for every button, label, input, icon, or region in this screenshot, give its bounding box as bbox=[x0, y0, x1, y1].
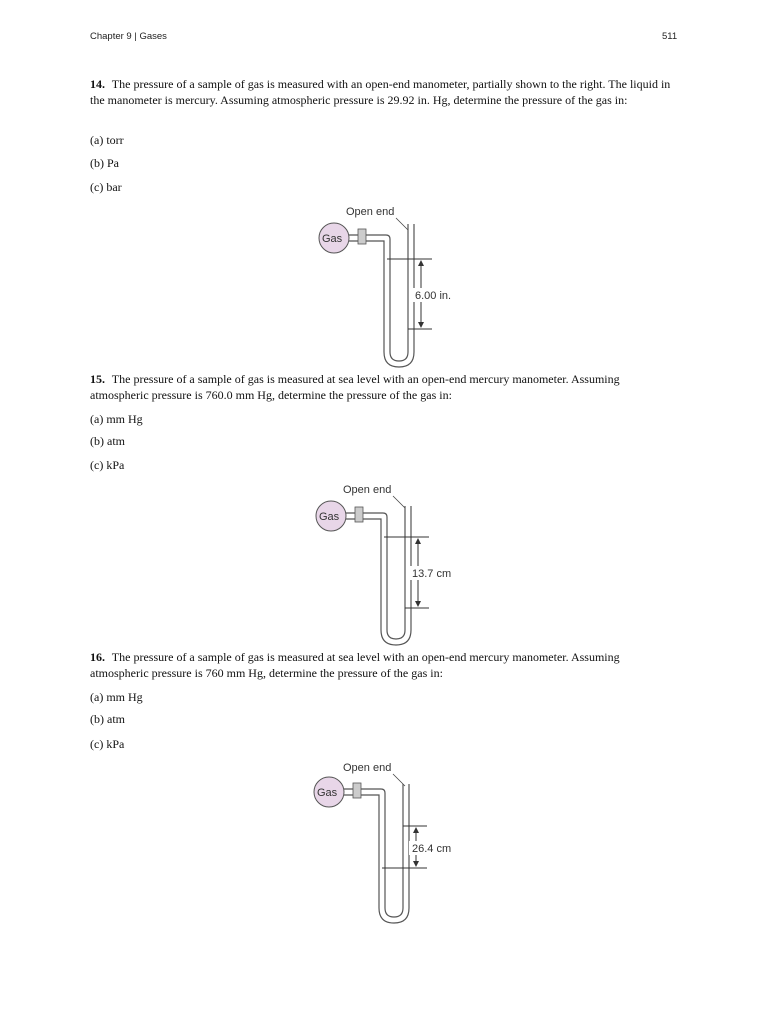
manometer-figure-15 bbox=[307, 478, 467, 648]
option-b: (b) Pa bbox=[90, 156, 119, 170]
stopcock-icon bbox=[358, 229, 366, 244]
manometer-figure-14 bbox=[310, 200, 470, 370]
option-c: (c) kPa bbox=[90, 737, 125, 751]
problem-number: 16. bbox=[90, 650, 105, 664]
chapter-header: Chapter 9 | Gases bbox=[90, 31, 167, 42]
manometer-figure-16 bbox=[305, 756, 465, 926]
gas-label: Gas bbox=[322, 233, 343, 245]
open-end-label: Open end bbox=[343, 762, 392, 774]
height-label: 6.00 in. bbox=[415, 290, 452, 302]
problem-15 bbox=[90, 371, 680, 403]
stopcock-icon bbox=[355, 507, 363, 522]
open-end-label: Open end bbox=[346, 206, 395, 218]
open-end-label: Open end bbox=[343, 484, 392, 496]
u-tube bbox=[346, 506, 411, 645]
option-a: (a) mm Hg bbox=[90, 412, 143, 426]
problem-text: The pressure of a sample of gas is measured at sea level with an open-end mercury manometer. Assuming atmospheric pressure is 760.0 mm Hg, determine the pressure of the gas in: bbox=[90, 372, 620, 402]
gas-label: Gas bbox=[317, 787, 338, 799]
height-label: 26.4 cm bbox=[412, 843, 452, 855]
option-c: (c) kPa bbox=[90, 458, 125, 472]
u-tube bbox=[344, 784, 409, 923]
page-number: 511 bbox=[662, 31, 678, 42]
gas-label: Gas bbox=[319, 511, 340, 523]
option-a: (a) mm Hg bbox=[90, 690, 143, 704]
problem-16 bbox=[90, 649, 680, 681]
problem-number: 15. bbox=[90, 372, 105, 386]
problem-14 bbox=[90, 76, 680, 108]
option-b: (b) atm bbox=[90, 434, 125, 448]
option-a: (a) torr bbox=[90, 133, 124, 147]
option-c: (c) bar bbox=[90, 180, 122, 194]
stopcock-icon bbox=[353, 783, 361, 798]
problem-text: The pressure of a sample of gas is measured with an open-end manometer, partially shown to the right. The liquid in the manometer is mercury. Assuming atmospheric pressure is 29.92 in. Hg, determine the pressure of the gas in: bbox=[90, 77, 671, 107]
option-b: (b) atm bbox=[90, 712, 125, 726]
problem-text: The pressure of a sample of gas is measured at sea level with an open-end mercury manometer. Assuming atmospheric pressure is 760 mm Hg, determine the pressure of the gas in: bbox=[90, 650, 620, 680]
problem-number: 14. bbox=[90, 77, 105, 91]
u-tube bbox=[349, 224, 414, 367]
height-label: 13.7 cm bbox=[412, 568, 452, 580]
